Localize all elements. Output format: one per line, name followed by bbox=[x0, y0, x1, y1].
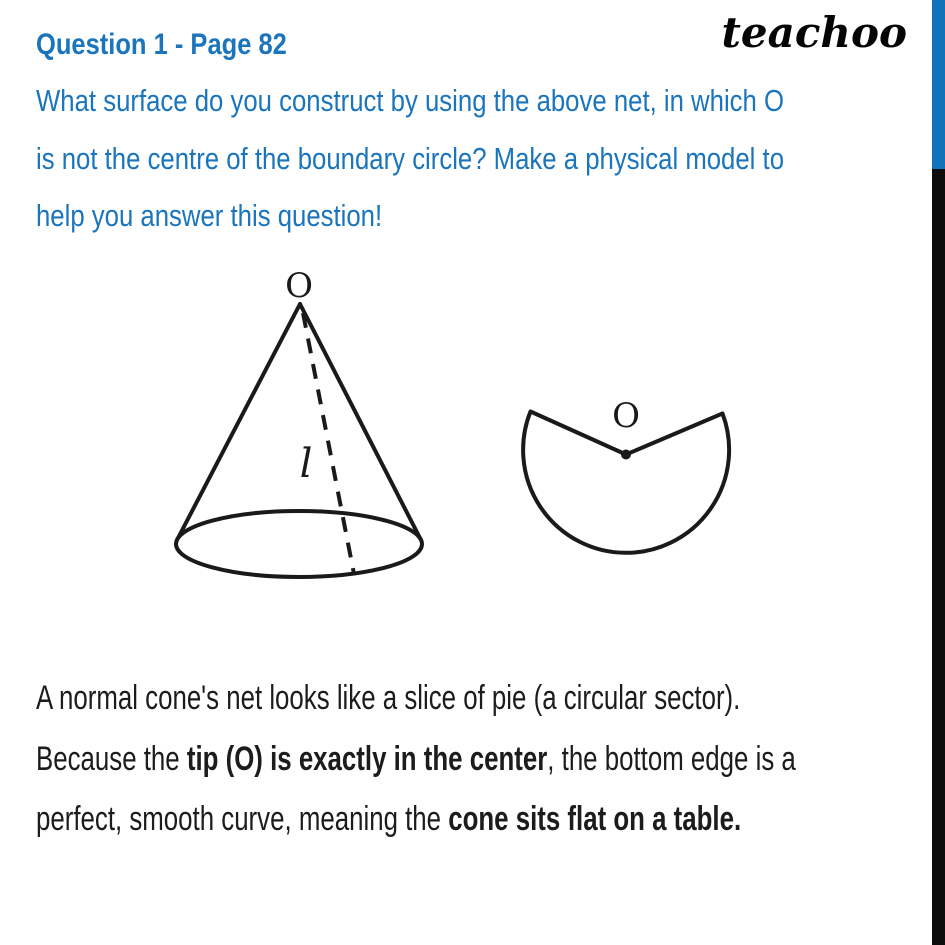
page-title: Question 1 - Page 82 bbox=[36, 28, 287, 61]
question-text bbox=[36, 72, 784, 245]
answer-segment: , the bottom edge is a bbox=[547, 739, 796, 778]
answer-segment: A normal cone's net looks like a slice of pie (a circular sector). bbox=[36, 679, 741, 717]
answer-bold-segment: tip (O) is exactly in the center bbox=[186, 739, 548, 778]
answer-line bbox=[36, 729, 796, 790]
answer-bold-segment: cone sits flat on a table. bbox=[448, 800, 742, 838]
answer-line bbox=[36, 789, 796, 850]
net-center-dot bbox=[621, 450, 631, 460]
cone-base-ellipse bbox=[176, 511, 422, 577]
answer-segment: perfect, smooth curve, meaning the bbox=[36, 800, 449, 838]
teachoo-logo: teachoo bbox=[721, 8, 907, 57]
right-bar-blue bbox=[932, 0, 945, 169]
answer-paragraph bbox=[36, 668, 796, 850]
question-line: is not the centre of the boundary circle? Make a physical model to bbox=[36, 140, 785, 176]
net-center-label: O bbox=[612, 396, 640, 436]
cone-apex-label: O bbox=[285, 268, 313, 306]
right-bar-black bbox=[932, 169, 945, 945]
cone-slant-label: l bbox=[299, 441, 313, 487]
cone-diagram bbox=[140, 268, 470, 600]
cone-net-diagram bbox=[500, 380, 750, 570]
answer-segment: Because the bbox=[36, 739, 187, 778]
question-line: help you answer this question! bbox=[36, 198, 383, 233]
cone-right-edge bbox=[300, 304, 421, 540]
answer-line bbox=[36, 668, 796, 729]
question-line: What surface do you construct by using the above net, in which O bbox=[36, 83, 785, 118]
cone-left-edge bbox=[177, 304, 300, 540]
